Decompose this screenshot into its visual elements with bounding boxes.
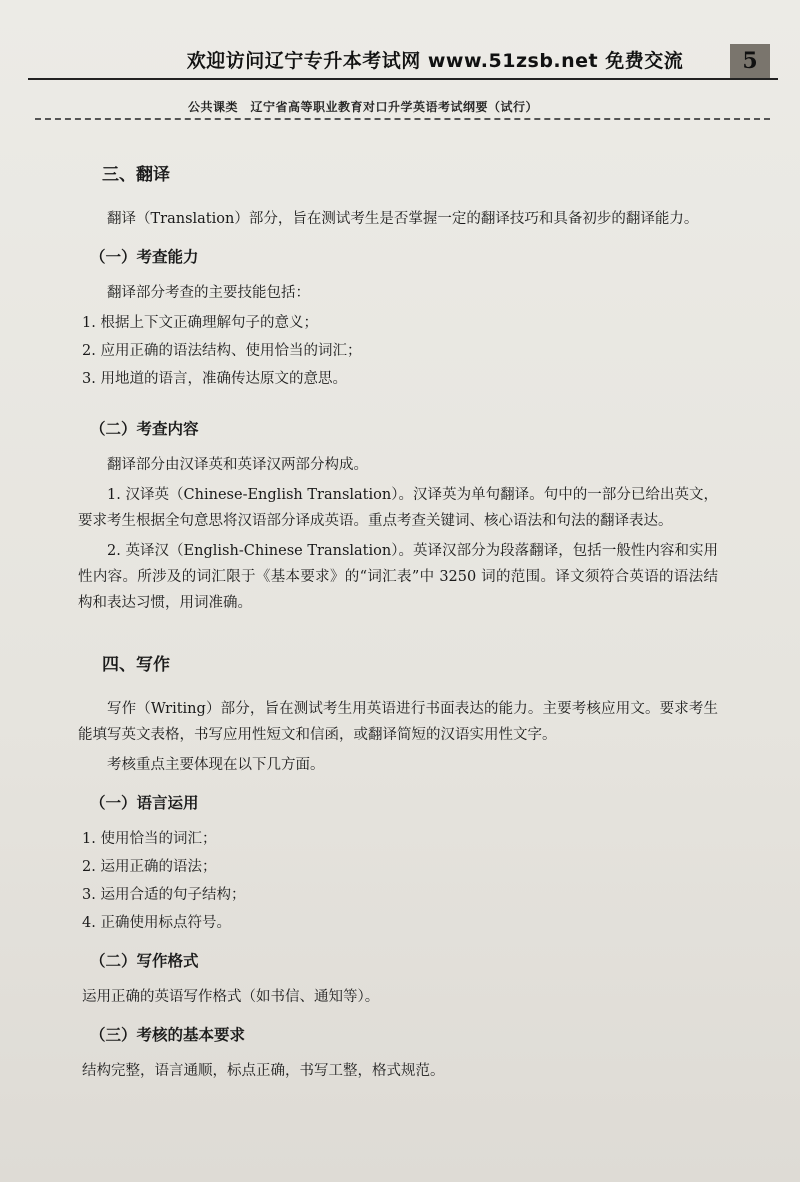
requirements-text: 结构完整，语言通顺，标点正确，书写工整，格式规范。 [82,1063,445,1079]
list-item: 2. 应用正确的语法结构、使用恰当的词汇； [82,343,362,359]
site-banner: 欢迎访问辽宁专升本考试网 www.51zsb.net 免费交流 [186,50,684,72]
subsection-title-language: （一）语言运用 [90,794,199,812]
subsection-title-ability: （一）考查能力 [90,248,199,266]
header-dashed-rule [35,118,770,120]
section-title-writing: 四、写作 [102,655,170,675]
translation-intro: 翻译（Translation）部分，旨在测试考生是否掌握一定的翻译技巧和具备初步的翻译能力。 [107,211,699,227]
subsection-title-format: （二）写作格式 [90,952,199,970]
section-title-translation: 三、翻译 [102,165,170,185]
page-content [78,150,718,1086]
format-text: 运用正确的英语写作格式（如书信、通知等）。 [82,989,380,1005]
header-rule [28,78,778,80]
list-item: 4. 正确使用标点符号。 [82,915,231,931]
ability-lead: 翻译部分考查的主要技能包括： [107,285,310,301]
content-item-c2e: 1. 汉译英（Chinese-English Translation）。汉译英为单句翻译。句中的一部分已给出英文，要求考生根据全句意思将汉语部分译成英语。重点考查关键词、核心语法和句法的翻译表达。 [78,487,718,529]
list-item: 1. 根据上下文正确理解句子的意义； [82,315,318,331]
subsection-title-content: （二）考查内容 [90,420,199,438]
list-item: 2. 运用正确的语法； [82,859,217,875]
subsection-title-requirements: （三）考核的基本要求 [90,1026,246,1044]
page-number: 5 [730,44,770,78]
writing-focus: 考核重点主要体现在以下几方面。 [107,757,325,773]
list-item: 1. 使用恰当的词汇； [82,831,217,847]
content-lead: 翻译部分由汉译英和英译汉两部分构成。 [107,457,368,473]
writing-intro: 写作（Writing）部分，旨在测试考生用英语进行书面表达的能力。主要考核应用文。要求考生能填写英文表格，书写应用性短文和信函，或翻译简短的汉语实用性文字。 [78,701,718,743]
running-header: 公共课类 辽宁省高等职业教育对口升学英语考试纲要（试行） [188,100,539,114]
list-item: 3. 用地道的语言，准确传达原文的意思。 [82,371,347,387]
list-item: 3. 运用合适的句子结构； [82,887,246,903]
content-item-e2c: 2. 英译汉（English-Chinese Translation）。英译汉部分为段落翻译，包括一般性内容和实用性内容。所涉及的词汇限于《基本要求》的“词汇表”中 3250 词的范围。译文须符合英语的语法结构和表达习惯，用词准确。 [78,543,718,611]
